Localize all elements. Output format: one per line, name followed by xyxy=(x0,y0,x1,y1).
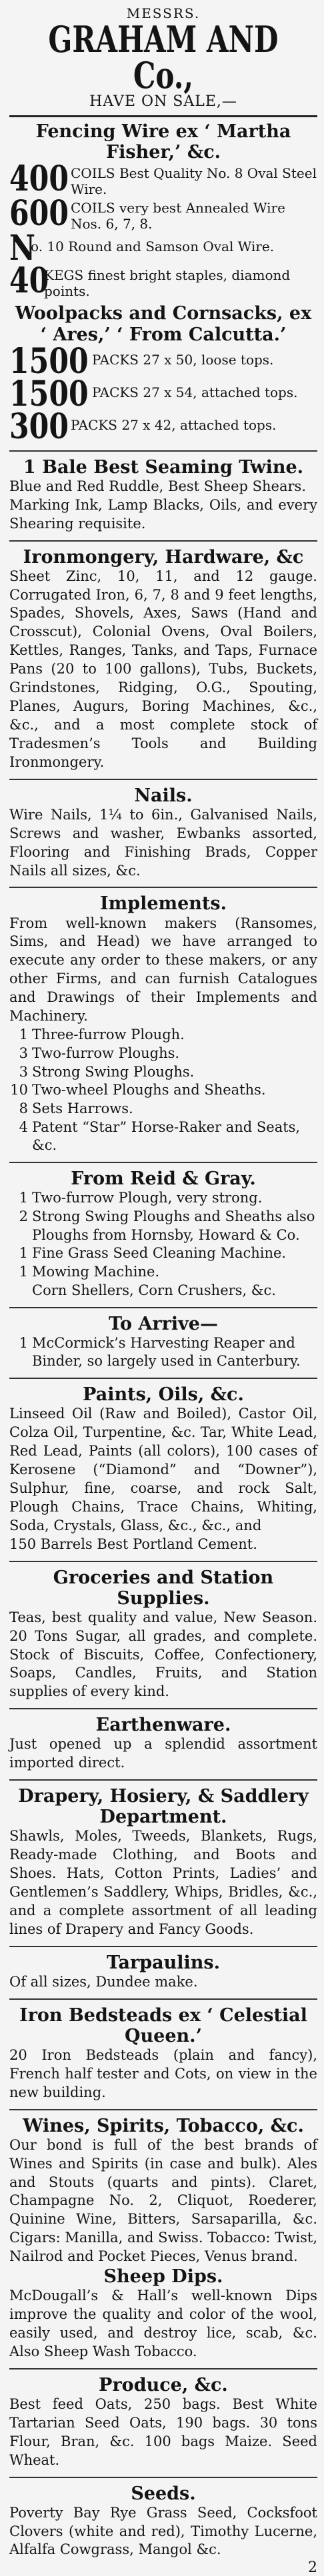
list-text: Fine Grass Seed Cleaning Machine. xyxy=(32,1245,287,1262)
divider xyxy=(9,1779,317,1781)
item-quantity: 400 xyxy=(9,159,69,200)
paints-text: Linseed Oil (Raw and Boiled), Castor Oil, Colza Oil, Turpentine, &c. Tar, White Lead, Red Lead, Paints (all colors), 100 cases of Kerosene (“Diamond” and “Downer”), Sulphur, fine, coarse, and rock Salt, Plough Chains, Trace Chains, Whiting, Soda, Crystals, Glass, &c., &c., and xyxy=(9,1406,317,1533)
seeds-heading: Seeds. xyxy=(131,2483,196,2504)
list-number: 3 xyxy=(19,1045,28,1061)
list-number: 3 xyxy=(19,1063,28,1080)
divider xyxy=(9,1307,317,1308)
groceries-heading: Groceries and Station Supplies. xyxy=(53,1567,274,1609)
list-item xyxy=(9,1244,317,1263)
iron-bedsteads-heading: Iron Bedsteads ex ‘ Celestial Queen.’ xyxy=(19,2004,307,2046)
paints-text: 150 Barrels Best Portland Cement. xyxy=(9,1535,257,1552)
item-text: PACKS 27 x 42, attached tops. xyxy=(71,417,277,434)
ironmongery-heading: Ironmongery, Hardware, &c xyxy=(23,546,304,568)
fencing-item xyxy=(9,159,317,200)
tarpaulins-heading: Tarpaulins. xyxy=(107,1952,220,1973)
fencing-item xyxy=(9,193,317,234)
list-item xyxy=(9,1263,317,1282)
continuation-mark: 2 xyxy=(308,2559,317,2576)
divider xyxy=(9,115,317,117)
implements-heading: Implements. xyxy=(100,893,227,915)
item-text: COILS very best Annealed Wire Nos. 6, 7, 8. xyxy=(71,200,285,232)
sheep-dips-text: McDougall’s & Hall’s well-known Dips improve the quality and color of the wool, easily used, and destroy lice, scab, &c. Also Sheep Wash Tobacco. xyxy=(9,2288,317,2360)
list-item xyxy=(9,1208,317,1244)
divider xyxy=(9,450,317,452)
list-text: Two-furrow Ploughs. xyxy=(32,1045,180,1061)
produce-heading: Produce, &c. xyxy=(99,2374,228,2395)
divider xyxy=(9,1708,317,1709)
list-number: 1 xyxy=(19,1264,28,1280)
list-item xyxy=(9,1045,317,1063)
list-item xyxy=(9,1063,317,1082)
item-quantity: 1500 xyxy=(9,373,89,414)
wines-heading: Wines, Spirits, Tobacco, &c. xyxy=(23,2115,304,2136)
item-text: PACKS 27 x 50, loose tops. xyxy=(92,351,274,368)
earthenware-heading: Earthenware. xyxy=(95,1715,231,1736)
list-number: 2 xyxy=(19,1208,28,1224)
tarpaulins-text: Of all sizes, Dundee make. xyxy=(9,1973,198,1990)
item-text: PACKS 27 x 54, attached tops. xyxy=(92,384,298,400)
divider xyxy=(9,540,317,542)
produce-text: Best feed Oats, 250 bags. Best White Tartarian Seed Oats, 190 bags. 30 tons Flour, Bran, &c. 100 bags Maize. Seed Wheat. xyxy=(9,2395,317,2468)
item-text: KEGS finest bright staples, diamond points. xyxy=(44,267,291,300)
earthenware-text: Just opened up a splendid assortment imported direct. xyxy=(9,1736,317,1771)
iron-bedsteads-text: 20 Iron Bedsteads (plain and fancy), French half tester and Cots, on view in the new building. xyxy=(9,2046,317,2100)
fencing-heading: Fencing Wire ex ‘ Martha Fisher,’ &c. xyxy=(35,121,291,163)
list-text: Strong Swing Ploughs and Sheaths also Ploughs from Hornsby, Howard & Co. xyxy=(32,1208,315,1243)
list-number: 1 xyxy=(19,1245,28,1262)
divider xyxy=(9,887,317,888)
list-number: 1 xyxy=(19,1334,28,1351)
list-item xyxy=(9,1100,317,1118)
item-text: COILS Best Quality No. 8 Oval Steel Wire. xyxy=(71,165,317,198)
list-text: Mowing Machine. xyxy=(32,1264,160,1280)
paints-heading: Paints, Oils, &c. xyxy=(83,1384,244,1406)
list-number: 1 xyxy=(19,1027,28,1043)
divider xyxy=(9,1998,317,2000)
nails-text: Wire Nails, 1¼ to 6in., Galvanised Nails, Screws and washer, Ewbanks assorted, Flooring and Finishing Brads, Copper Nails all sizes, &c. xyxy=(9,806,317,879)
messrs-label: MESSRS. xyxy=(126,5,201,21)
list-item xyxy=(9,1189,317,1208)
list-text: Strong Swing Ploughs. xyxy=(32,1063,195,1080)
reid-gray-heading: From Reid & Gray. xyxy=(71,1168,256,1190)
list-text: Sets Harrows. xyxy=(32,1100,133,1116)
woolpack-item xyxy=(9,406,317,448)
list-item xyxy=(9,1334,317,1371)
list-number: 10 xyxy=(10,1082,28,1098)
fencing-item xyxy=(9,228,317,269)
seeds-text: Poverty Bay Rye Grass Seed, Cocksfoot Clovers (white and red), Timothy Lucerne, Alfalfa Cowgrass, Mangol &c. xyxy=(9,2504,317,2558)
item-quantity: 600 xyxy=(9,193,69,234)
woolpack-item xyxy=(9,340,317,382)
divider xyxy=(9,2109,317,2110)
list-number: 8 xyxy=(19,1100,28,1116)
list-number: 1 xyxy=(19,1190,28,1206)
ironmongery-text: Sheet Zinc, 10, 11, and 12 gauge. Corrugated Iron, 6, 7, 8 and 9 feet lengths, Spades, Shovels, Axes, Saws (Hand and Crosscut), Colonial Ovens, Oval Boilers, Kettles, Ranges, Tanks, and Taps, Furnace Pans (20 to 100 gallons), Tubs, Buckets, Grindstones, Ridging, O.G., Spouting, Planes, Augurs, Boring Machines, &c., &c., and a most complete stock of Tradesmen’s Tools and Building Ironmongery. xyxy=(9,568,317,770)
divider xyxy=(9,2477,317,2478)
fencing-item xyxy=(9,260,317,302)
drapery-text: Shawls, Moles, Tweeds, Blankets, Rugs, Ready-made Clothing, and Boots and Shoes. Hats, Cotton Prints, Ladies’ and Gentlemen’s Saddlery, Whips, Bridles, &c., and a complete assortment of all leading lines of Drapery and Fancy Goods. xyxy=(9,1828,317,1937)
list-item xyxy=(9,1118,317,1155)
list-text: Two-furrow Plough, very strong. xyxy=(32,1190,263,1206)
nails-heading: Nails. xyxy=(134,785,193,806)
divider xyxy=(9,1561,317,1562)
on-sale-label: HAVE ON SALE,— xyxy=(89,93,237,110)
woolpack-item xyxy=(9,373,317,414)
list-text: Two-wheel Ploughs and Sheaths. xyxy=(32,1082,266,1098)
divider xyxy=(9,779,317,780)
divider xyxy=(9,1946,317,1947)
item-quantity: 300 xyxy=(9,406,69,448)
woolpacks-heading: Woolpacks and Cornsacks, ex ‘ Ares,’ ‘ From Calcutta.’ xyxy=(15,303,312,345)
item-quantity: 40 xyxy=(9,260,49,302)
bale-heading: 1 Bale Best Seaming Twine. xyxy=(23,456,304,478)
drapery-heading: Drapery, Hosiery, & Saddlery Department. xyxy=(18,1786,309,1828)
groceries-text: Teas, best quality and value, New Season. 20 Tons Sugar, all grades, and complete. Stock of Biscuits, Coffee, Confectionery, Soaps, Candles, Fruits, and Station supplies of every kind. xyxy=(9,1609,317,1700)
list-item xyxy=(9,1026,317,1045)
bale-text: Blue and Red Ruddle, Best Sheep Shears. xyxy=(9,478,306,494)
list-text: McCormick’s Harvesting Reaper and Binder, so largely used in Canterbury. xyxy=(32,1334,301,1370)
list-item xyxy=(9,1081,317,1100)
list-number: 4 xyxy=(19,1118,28,1135)
item-quantity: 1500 xyxy=(9,340,89,382)
divider xyxy=(9,2368,317,2369)
firm-name: GRAHAM AND Co., xyxy=(48,18,279,97)
item-quantity: N xyxy=(9,228,35,269)
wines-text: Our bond is full of the best brands of Wines and Spirits (in case and bulk). Ales and Stouts (quarts and pints). Claret, Champagne No. 2, Cliquot, Roederer, Quinine Wine, Bitters, Sarsaparilla, &c. Cigars: Manilla, and Swiss. Tobacco: Twist, Nailrod and Pocket Pieces, Venus brand. xyxy=(9,2136,317,2265)
divider xyxy=(9,1162,317,1163)
implements-text: From well-known makers (Ransomes, Sims, and Head) we have arranged to execute any order to these makers, or any other Firms, and can furnish Catalogues and Drawings of their Implements and Machinery. xyxy=(9,915,317,1025)
bale-text: Marking Ink, Lamp Blacks, Oils, and every Shearing requisite. xyxy=(9,496,317,532)
divider xyxy=(9,1378,317,1379)
to-arrive-heading: To Arrive— xyxy=(109,1313,218,1334)
list-text: Three-furrow Plough. xyxy=(32,1027,185,1043)
sheep-dips-heading: Sheep Dips. xyxy=(103,2266,223,2288)
reid-extra: Corn Shellers, Corn Crushers, &c. xyxy=(32,1282,276,1298)
list-text: Patent “Star” Horse-Raker and Seats, &c. xyxy=(32,1118,301,1154)
item-text: o. 10 Round and Samson Oval Wire. xyxy=(31,238,275,255)
